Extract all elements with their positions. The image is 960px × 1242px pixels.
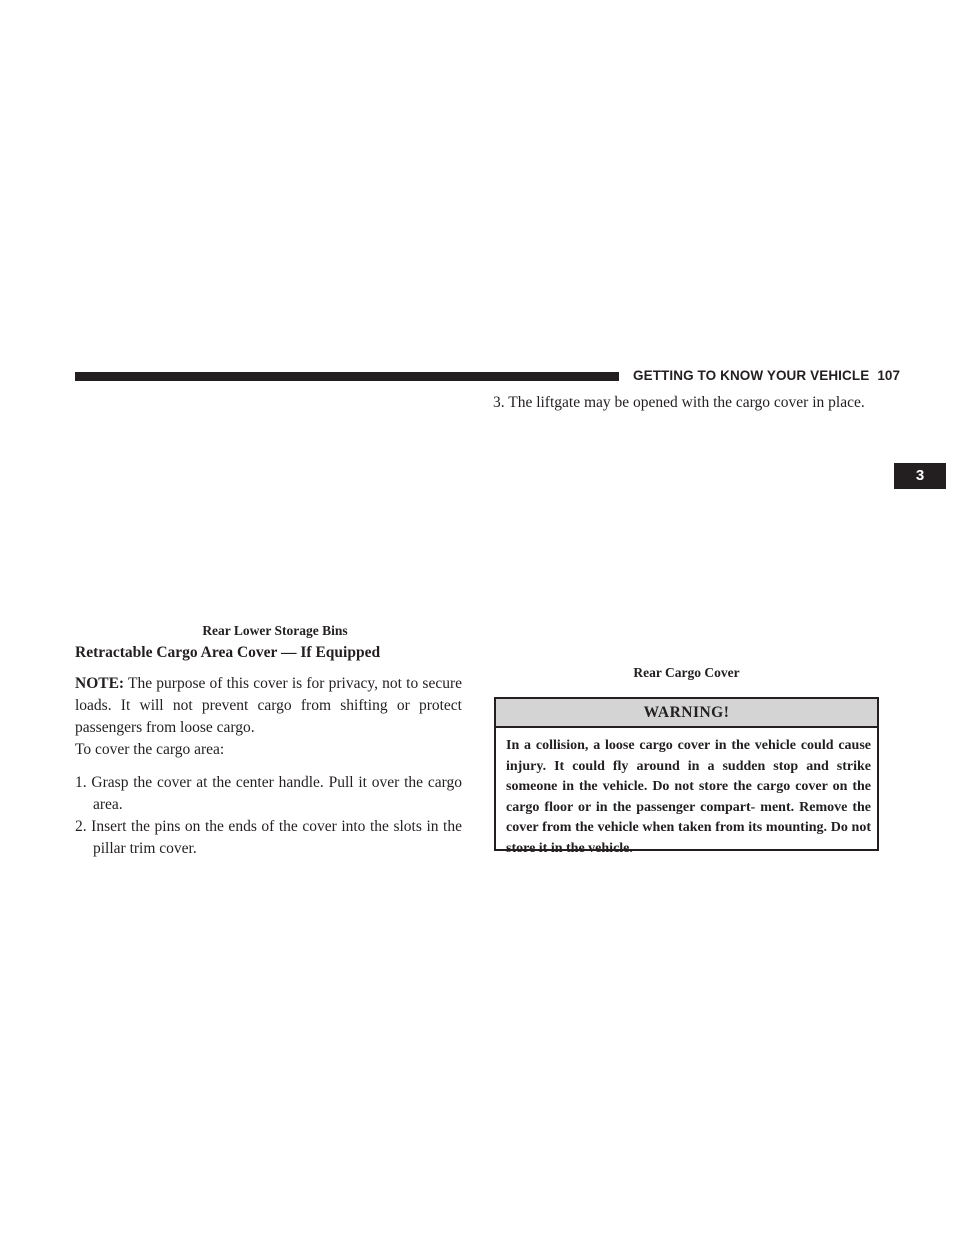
warning-text: In a collision, a loose cargo cover in the vehicle could cause injury. It could fly around in a sudden stop and strike someone in the vehicle. Do not store the cargo cover on the cargo floor or in the passenger compart- ment. Remove the cover from the vehicle when taken from its mounting. Do not store it in the vehicle.: [506, 738, 871, 856]
figure-rear-cargo-cover: [494, 440, 879, 658]
figure-rear-lower-storage-bins: [75, 398, 475, 620]
note-text: The purpose of this cover is for privacy, not to secure loads. It will not prevent cargo from shifting or protect passengers from loose cargo.: [75, 675, 462, 736]
chapter-tab[interactable]: 3: [894, 463, 946, 489]
list-item-step-2: 2. Insert the pins on the ends of the cover into the slots in the pillar trim cover.: [75, 818, 462, 857]
intro-paragraph: To cover the cargo area:: [75, 741, 225, 758]
figure-caption-rear-lower-storage-bins: Rear Lower Storage Bins: [202, 623, 348, 638]
section-title: GETTING TO KNOW YOUR VEHICLE: [633, 368, 870, 383]
page-number: 107: [877, 368, 901, 383]
warning-box: [494, 697, 879, 856]
note-label: NOTE:: [75, 675, 125, 692]
note-paragraph: [75, 673, 462, 739]
header-rule: [75, 372, 619, 381]
list-item-step-1: 1. Grasp the cover at the center handle. Pull it over the cargo area.: [75, 774, 462, 813]
list-item-step-3: 3. The liftgate may be opened with the cargo cover in place.: [493, 394, 865, 411]
section-heading: Retractable Cargo Area Cover — If Equipped: [75, 644, 381, 661]
running-header: [633, 366, 901, 386]
warning-title: WARNING!: [496, 699, 877, 728]
figure-caption-rear-cargo-cover: Rear Cargo Cover: [633, 665, 740, 680]
